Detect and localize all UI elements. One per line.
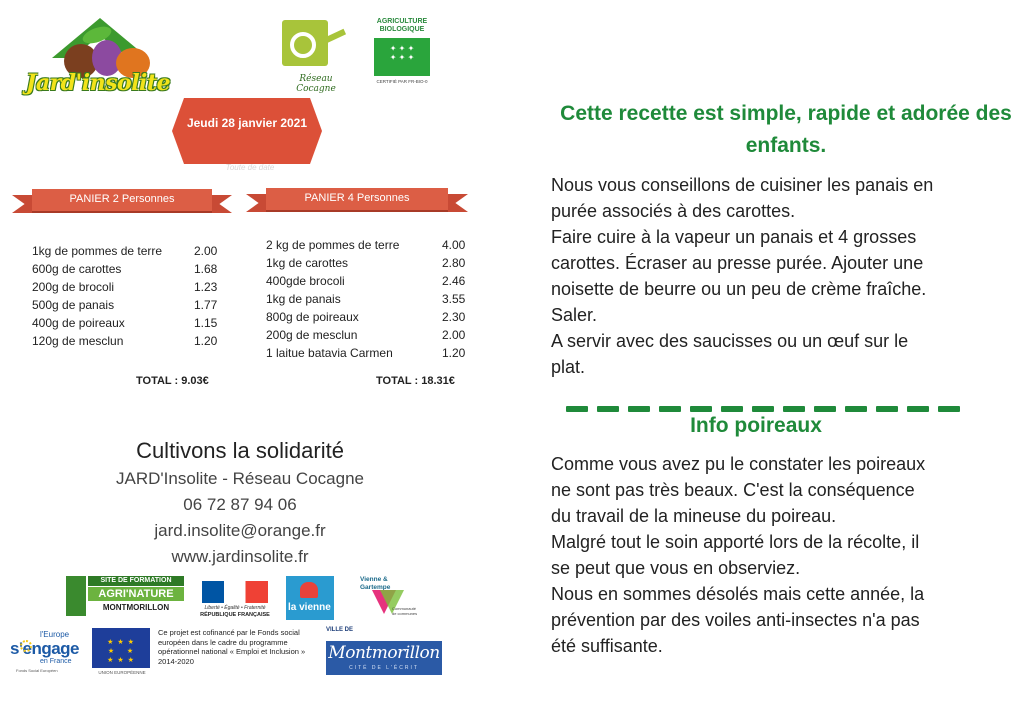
date-ghost-text: Toute de date: [225, 163, 275, 172]
date-label: Jeudi 28 janvier 2021: [186, 116, 308, 130]
recipe-headline: Cette recette est simple, rapide et adorée des enfants.: [560, 102, 1012, 157]
contact-org: JARD'Insolite - Réseau Cocagne: [116, 469, 364, 488]
date-banner: [172, 98, 322, 164]
recipe-text: Nous vous conseillons de cuisiner les panais en purée associés à des carottes. Faire cuire à la vapeur un panais et 4 grosses carottes. Écraser au presse purée. Ajouter une noisette de beurre ou un peu de crème fraîche. Saler. A servir avec des saucisses ou un œuf sur le plat.: [551, 175, 934, 377]
list-item: 1kg de panais 3.55: [266, 292, 466, 306]
europe-sengage-logo: l'Europe s'engage en France Fonds Social Européen: [10, 630, 80, 673]
contact-headline: Cultivons la solidarité: [136, 438, 344, 463]
cocagne-caption: Réseau Cocagne: [296, 74, 336, 94]
list-item: 200g de brocoli 1.23: [32, 280, 218, 294]
panier-2-items: [32, 242, 232, 350]
agriculture-bio-logo: [372, 18, 432, 88]
contact-email: jard.insolite@orange.fr: [154, 521, 326, 540]
eu-leaf-icon: ✦ ✦ ✦ ✦ ✦ ✦: [389, 44, 415, 62]
panier-4-total: TOTAL : 18.31€: [376, 375, 455, 387]
contact-phone: 06 72 87 94 06: [183, 495, 297, 514]
panier-4-title: PANIER 4 Personnes: [304, 192, 410, 204]
list-item: 400g de poireaux 1.15: [32, 316, 218, 330]
list-item: 800g de poireaux 2.30: [266, 310, 466, 324]
jardinsolite-logo: [22, 14, 174, 104]
agrinature-logo: SITE DE FORMATION AGRI'NATURE MONTMORILLON: [66, 576, 184, 616]
panier-2-title: PANIER 2 Personnes: [69, 193, 175, 205]
republique-francaise-logo: Liberté • Égalité • Fraternité RÉPUBLIQUE FRANÇAISE: [200, 581, 270, 621]
bio-cert: CERTIFIÉ PAR FR-BIO-0: [376, 79, 428, 84]
eu-stars-icon: ★ ★ ★ ★ ★ ★ ★ ★: [107, 639, 135, 664]
info-poireaux-title: Info poireaux: [690, 414, 822, 437]
panier-4-banner: [246, 186, 468, 216]
list-item: 1kg de carottes 2.80: [266, 256, 466, 270]
bio-title: AGRICULTURE BIOLOGIQUE: [376, 18, 428, 33]
montmorillon-logo: VILLE DE Montmorillon CITÉ DE L'ÉCRIT: [326, 627, 442, 675]
panier-4-items: [266, 236, 476, 362]
list-item: 120g de mesclun 1.20: [32, 334, 218, 348]
list-item: 1kg de pommes de terre 2.00: [32, 244, 218, 258]
panier-2-banner: [12, 187, 232, 217]
jardinsolite-logo-text: Jard'insolite: [25, 70, 171, 96]
list-item: 400gde brocoli 2.46: [266, 274, 466, 288]
info-poireaux-text: Comme vous avez pu le constater les poireaux ne sont pas très beaux. C'est la conséquence du travail de la mineuse du poireau. Malgré tout le soin apporté lors de la récolte, il se peut que vous en observiez. Nous en sommes désolés mais cette année, la prévention par des voiles anti-insectes n'a pas été suffisante.: [551, 454, 926, 656]
reseau-cocagne-logo: [280, 18, 352, 94]
heart-icon: [300, 582, 318, 598]
la-vienne-logo: la vienne: [286, 576, 334, 620]
panier-2-total: TOTAL : 9.03€: [136, 375, 209, 387]
contact-block: [80, 436, 400, 570]
list-item: 600g de carottes 1.68: [32, 262, 218, 276]
eu-flag-logo: ★ ★ ★ ★ ★ ★ ★ ★ UNION EUROPÉENNE: [92, 628, 152, 676]
list-item: 1 laitue batavia Carmen 1.20: [266, 346, 466, 360]
fse-notice: Ce projet est cofinancé par le Fonds social européen dans le cadre du programme opérationnel national « Emploi et Inclusion » 2014-2020: [158, 628, 306, 666]
list-item: 200g de mesclun 2.00: [266, 328, 466, 342]
contact-website: www.jardinsolite.fr: [171, 547, 309, 566]
vienne-gartempe-logo: Vienne & Gartempe Communauté de communes: [360, 576, 418, 616]
dashed-divider: [566, 399, 970, 405]
star-ring-icon: [20, 640, 32, 652]
list-item: 500g de panais 1.77: [32, 298, 218, 312]
list-item: 2 kg de pommes de terre 4.00: [266, 238, 466, 252]
